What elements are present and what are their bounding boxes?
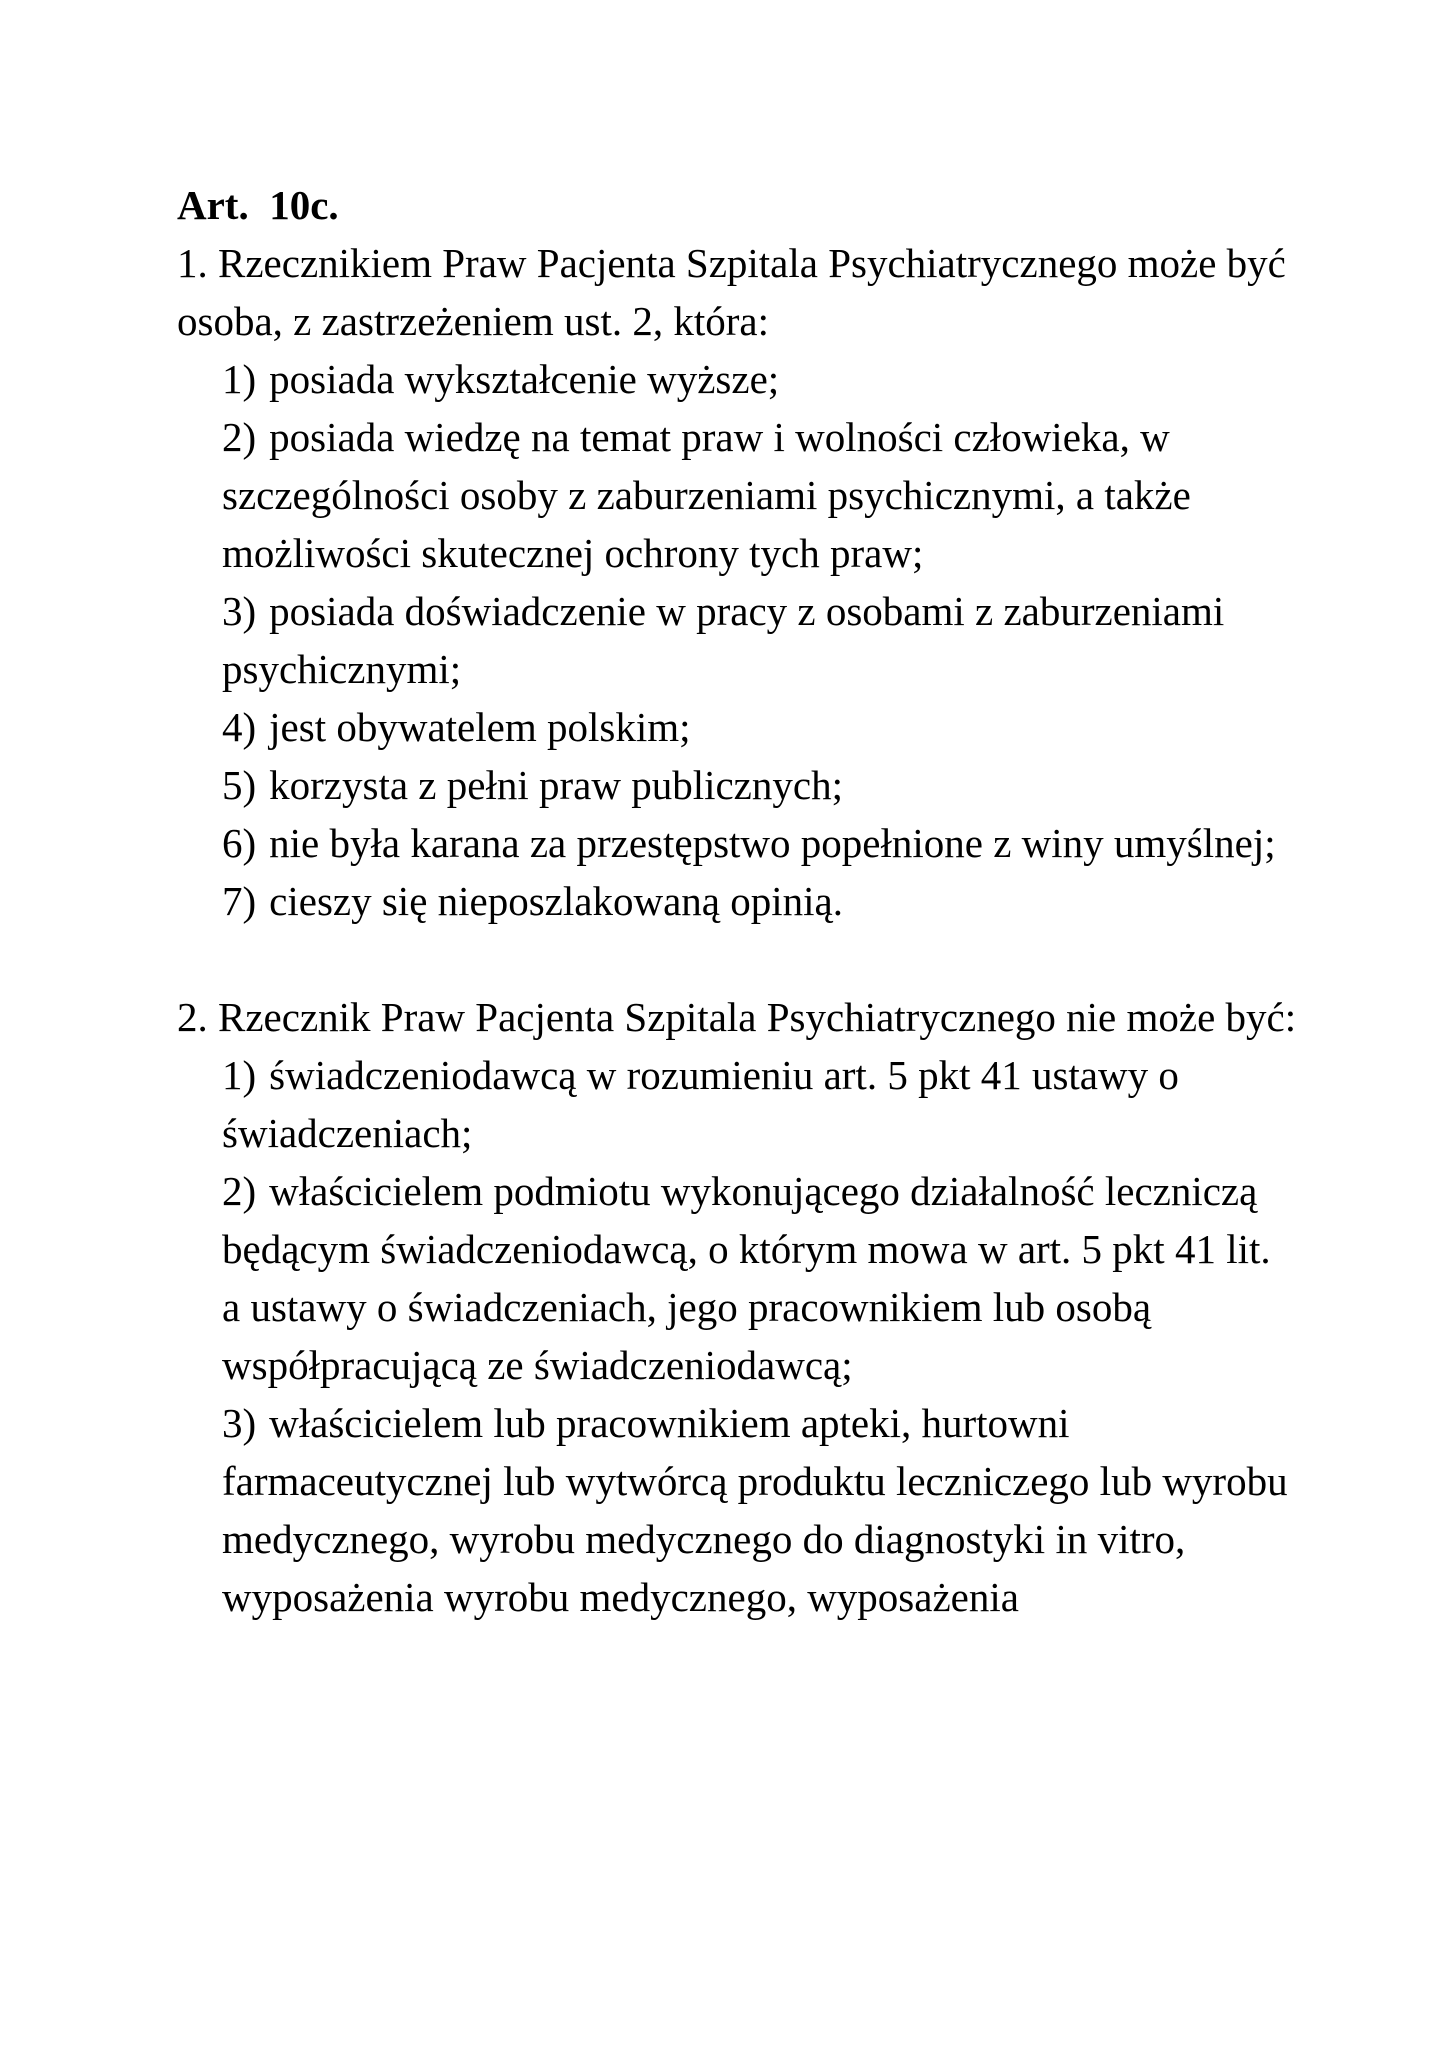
item-number: 3)	[222, 588, 257, 634]
section-2-intro: 2. Rzecznik Praw Pacjenta Szpitala Psychiatrycznego nie może być:	[177, 994, 1297, 1040]
article-10c	[177, 176, 1297, 1626]
section-2-list	[177, 1046, 1297, 1626]
item-number: 2)	[222, 1168, 257, 1214]
item-text: właścicielem lub pracownikiem apteki, hurtowni farmaceutycznej lub wytwórcą produktu leczniczego lub wyrobu medycznego, wyrobu medycznego do diagnostyki in vitro, wyposażenia wyrobu medycznego, wyposażenia	[222, 1400, 1288, 1620]
item-text: świadczeniodawcą w rozumieniu art. 5 pkt 41 ustawy o świadczeniach;	[222, 1052, 1179, 1156]
item-number: 7)	[222, 878, 257, 924]
section-2-item-1	[177, 1046, 1297, 1162]
section-1-item-2	[177, 408, 1297, 582]
item-number: 1)	[222, 356, 257, 402]
item-text: posiada wykształcenie wyższe;	[269, 356, 780, 402]
item-text: posiada wiedzę na temat praw i wolności człowieka, w szczególności osoby z zaburzeniami psychicznymi, a także możliwości skutecznej ochrony tych praw;	[222, 414, 1191, 576]
section-2-item-3	[177, 1394, 1297, 1626]
section-1-item-4	[177, 698, 1297, 756]
item-number: 1)	[222, 1052, 257, 1098]
section-1-item-5	[177, 756, 1297, 814]
item-number: 5)	[222, 762, 257, 808]
item-text: cieszy się nieposzlakowaną opinią.	[269, 878, 843, 924]
section-spacer	[177, 930, 1297, 988]
section-1-item-7	[177, 872, 1297, 930]
section-1-item-6	[177, 814, 1297, 872]
section-2-item-2	[177, 1162, 1297, 1394]
section-1-item-3	[177, 582, 1297, 698]
section-1-list	[177, 350, 1297, 930]
item-text: nie była karana za przestępstwo popełnione z winy umyślnej;	[269, 820, 1276, 866]
item-text: właścicielem podmiotu wykonującego działalność leczniczą będącym świadczeniodawcą, o którym mowa w art. 5 pkt 41 lit. a ustawy o świadczeniach, jego pracownikiem lub osobą współpracującą ze świadczeniodawcą;	[222, 1168, 1271, 1388]
item-number: 4)	[222, 704, 257, 750]
item-text: korzysta z pełni praw publicznych;	[269, 762, 843, 808]
section-1-item-1	[177, 350, 1297, 408]
item-number: 2)	[222, 414, 257, 460]
item-number: 3)	[222, 1400, 257, 1446]
item-number: 6)	[222, 820, 257, 866]
article-heading: Art. 10c.	[177, 182, 339, 228]
section-1-intro: 1. Rzecznikiem Praw Pacjenta Szpitala Psychiatrycznego może być osoba, z zastrzeżeniem ust. 2, która:	[177, 240, 1286, 344]
item-text: posiada doświadczenie w pracy z osobami z zaburzeniami psychicznymi;	[222, 588, 1225, 692]
item-text: jest obywatelem polskim;	[269, 704, 691, 750]
